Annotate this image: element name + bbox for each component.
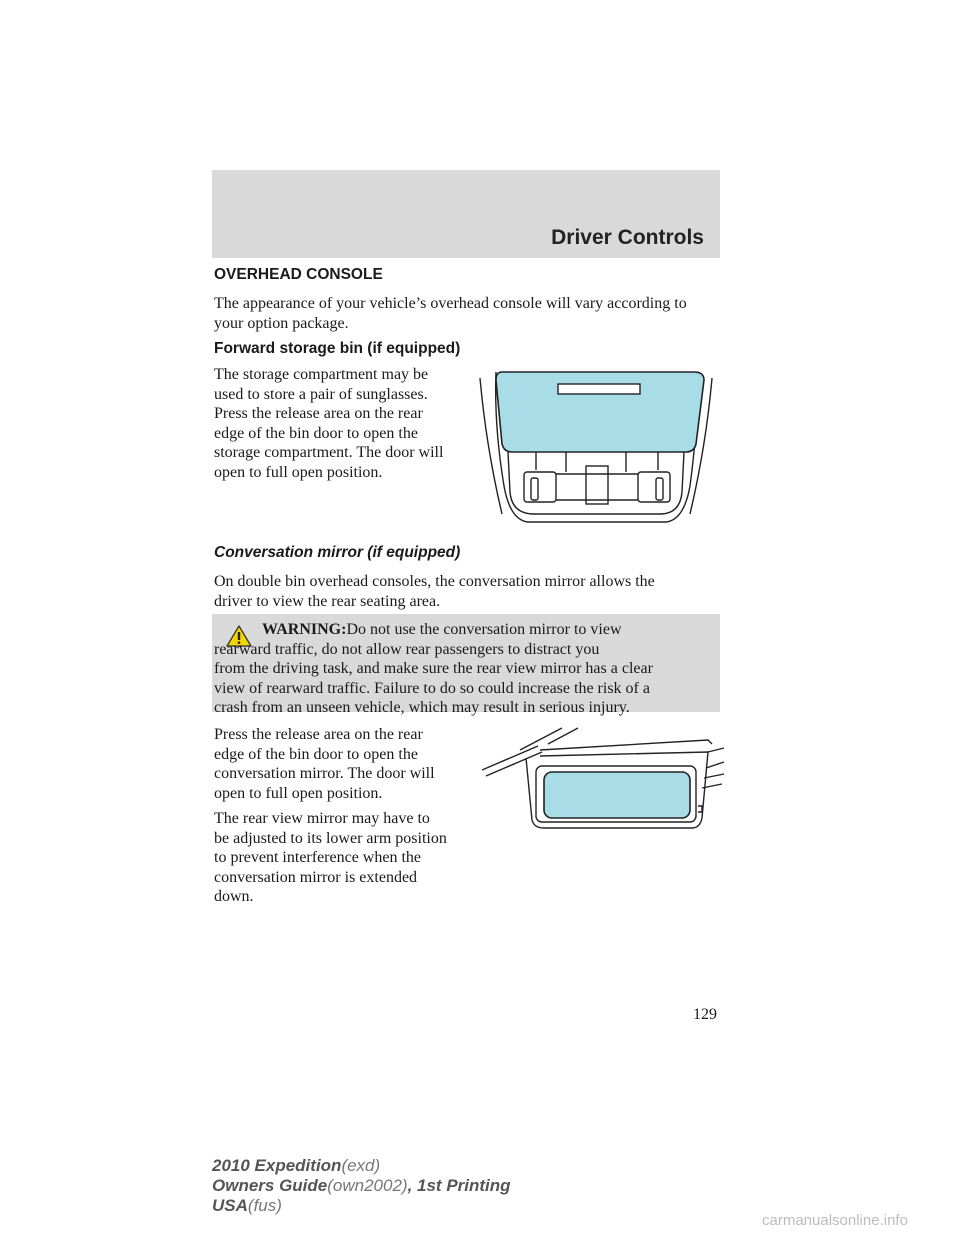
conversation-mirror-illustration <box>480 722 726 834</box>
conversation-mirror-intro: On double bin overhead consoles, the conversation mirror allows the driver to view the rear seating area. <box>214 573 655 610</box>
conversation-mirror-heading: Conversation mirror (if equipped) <box>214 544 461 561</box>
header-band <box>212 170 720 258</box>
mirror-glass-shape <box>544 772 690 818</box>
warning-label: WARNING: <box>262 621 347 638</box>
conversation-mirror-release-text: Press the release area on the rear edge of the bin door to open the conversation mirror. The door will open to full open position. <box>214 726 435 802</box>
warning-box <box>212 614 720 716</box>
section-title: Driver Controls <box>551 226 704 249</box>
forward-storage-bin-heading: Forward storage bin (if equipped) <box>214 340 461 357</box>
rear-view-mirror-adjust-text: The rear view mirror may have to be adjusted to its lower arm position to prevent interference when the conversation mirror is extended down. <box>214 810 447 905</box>
overhead-console-illustration <box>476 366 726 528</box>
forward-storage-bin-text: The storage compartment may be used to store a pair of sunglasses. Press the release area on the rear edge of the bin door to open the storage compartment. The door will open to full open position. <box>214 366 444 481</box>
release-area-shape <box>558 384 640 394</box>
overhead-console-intro: The appearance of your vehicle’s overhead console will vary according to your option package. <box>214 295 687 332</box>
page-number: 129 <box>693 1006 717 1023</box>
overhead-console-heading: OVERHEAD CONSOLE <box>214 266 383 283</box>
watermark[interactable]: carmanualsonline.info <box>762 1212 908 1229</box>
warning-text: WARNING:Do not use the conversation mirror to view rearward traffic, do not allow rear passengers to distract you from the driving task, and make sure the rear view mirror has a clear view of rearward traffic. Failure to do so could increase the risk of a crash from an unseen vehicle, which may result in serious injury. <box>214 621 653 716</box>
document-footer: 2010 Expedition(exd) Owners Guide(own2002), 1st Printing USA(fus) <box>212 1156 511 1215</box>
